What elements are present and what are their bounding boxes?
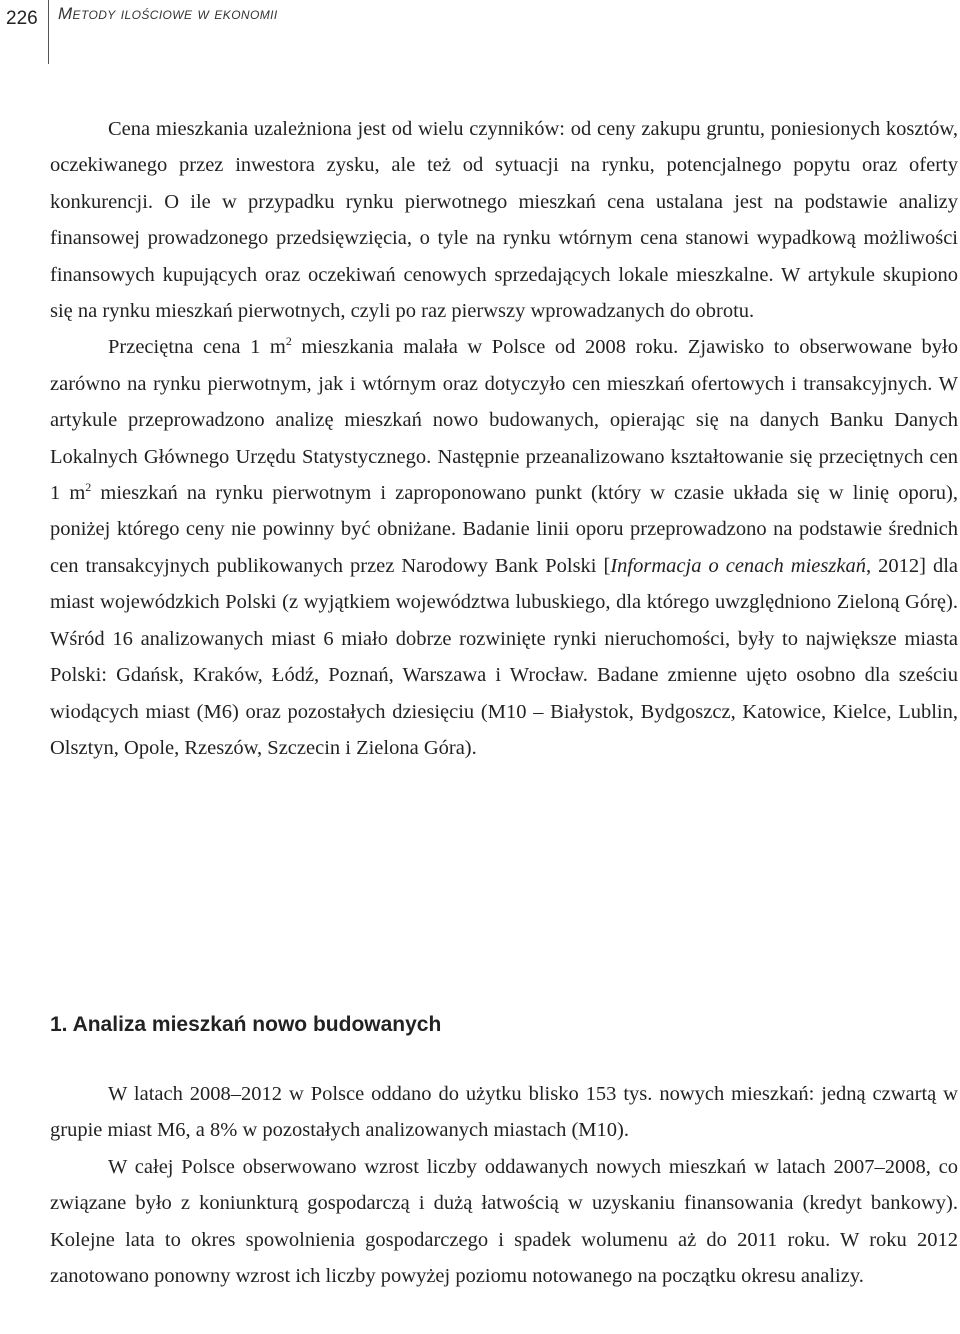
- page-number: 226: [6, 8, 38, 29]
- page-header: [0, 0, 960, 64]
- superscript-2: 2: [85, 480, 92, 495]
- paragraph-2: [50, 329, 958, 766]
- citation-title: Informacja o cenach mieszkań: [610, 554, 866, 577]
- superscript-2: 2: [285, 334, 292, 349]
- running-head: Metody ilościowe w ekonomii: [58, 4, 278, 23]
- section-body: [50, 1076, 958, 1294]
- paragraph-1: Cena mieszkania uzależniona jest od wielu czynników: od ceny zakupu gruntu, poniesionych kosztów, oczekiwanego przez inwestora zysku, ale też od sytuacji na rynku, potencjalnego popytu oraz oferty konkurencji. O ile w przypadku rynku pierwotnego mieszkań cena ustalana jest na podstawie analizy finansowej prowadzonego przedsięwzięcia, o tyle na rynku wtórnym cena stanowi wypadkową możliwości finansowych kupujących oraz oczekiwań cenowych sprzedających lokale mieszkalne. W artykule skupiono się na rynku mieszkań pierwotnych, czyli po raz pierwszy wprowadzanych do obrotu.: [50, 118, 958, 323]
- paragraph-2-part-a: Przeciętna cena 1 m: [108, 336, 286, 359]
- section-heading: 1. Analiza mieszkań nowo budowanych: [50, 1013, 442, 1036]
- body-text: [50, 111, 958, 766]
- paragraph-2-part-c: mieszkań na rynku pierwotnym i zaproponowano punkt (który w czasie układa się w linię oporu), poniżej którego ceny nie powinny być obniżane. Badanie linii oporu przeprowadzono na podstawie średnich cen transakcyjnych publikowanych przez Narodowy Bank Polski [: [50, 482, 958, 577]
- paragraph-2-part-b: mieszkania malała w Polsce od 2008 roku. Zjawisko to obserwowane było zarówno na rynku pierwotnym, jak i wtórnym oraz dotyczyło cen mieszkań ofertowych i transakcyjnych. W artykule przeprowadzono analizę mieszkań nowo budowanych, opierając się na danych Banku Danych Lokalnych Głównego Urzędu Statystycznego. Następnie przeanalizowano kształtowanie się przeciętnych cen 1 m: [50, 336, 958, 505]
- paragraph-2-part-d: , 2012] dla miast wojewódzkich Polski (z wyjątkiem województwa lubuskiego, dla którego uwzględniono Zieloną Górę). Wśród 16 analizowanych miast 6 miało dobrze rozwinięte rynki nieruchomości, były to największe miasta Polski: Gdańsk, Kraków, Łódź, Poznań, Warszawa i Wrocław. Badane zmienne ujęto osobno dla sześciu wiodących miast (M6) oraz pozostałych dziesięciu (M10 – Białystok, Bydgoszcz, Katowice, Kielce, Lublin, Olsztyn, Opole, Rzeszów, Szczecin i Zielona Góra).: [50, 554, 958, 759]
- paragraph-4: W całej Polsce obserwowano wzrost liczby oddawanych nowych mieszkań w latach 2007–2008, co związane było z koniunkturą gospodarczą i dużą łatwością w uzyskaniu finansowania (kredyt bankowy). Kolejne lata to okres spowolnienia gospodarczego i spadek wolumenu aż do 2011 roku. W roku 2012 zanotowano ponowny wzrost ich liczby powyżej poziomu notowanego na początku okresu analizy.: [50, 1155, 958, 1288]
- paragraph-3: W latach 2008–2012 w Polsce oddano do użytku blisko 153 tys. nowych mieszkań: jedną czwartą w grupie miast M6, a 8% w pozostałych analizowanych miastach (M10).: [50, 1083, 958, 1142]
- header-divider: [48, 0, 49, 64]
